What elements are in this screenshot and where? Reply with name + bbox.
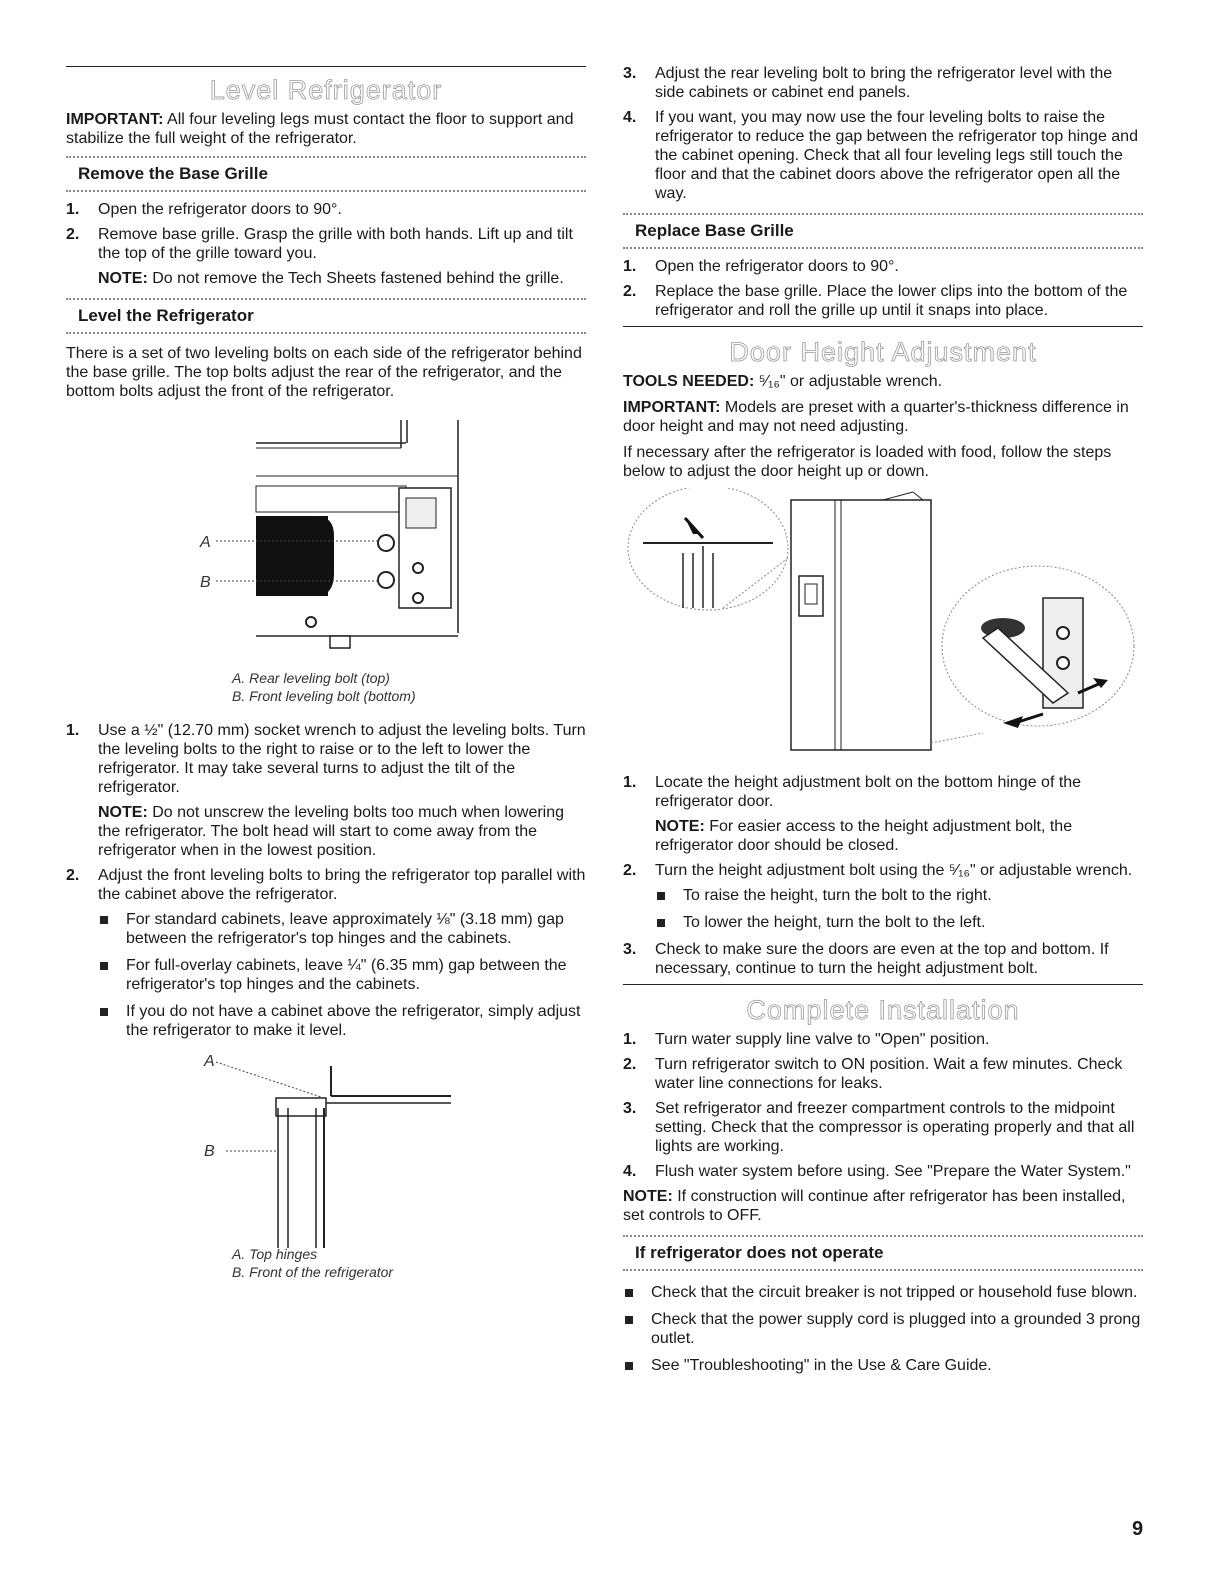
subheading-if-refrigerator-does-not-operate: If refrigerator does not operate: [635, 1243, 884, 1262]
bullet-item: If you do not have a cabinet above the refrigerator, simply adjust the refrigerator to make it level.: [98, 1002, 586, 1040]
bullet-item: Check that the circuit breaker is not tripped or household fuse blown.: [623, 1283, 1143, 1302]
left-column: [66, 66, 586, 1281]
list-item: 4. If you want, you may now use the four leveling bolts to raise the refrigerator to reduce the gap between the refrigerator top hinge and the cabinet opening. Check that all four leveling legs still touch the floor and that the cabinet doors above the refrigerator open all the way.: [623, 109, 1138, 202]
bullet-item: Check that the power supply cord is plugged into a grounded 3 prong outlet.: [623, 1310, 1143, 1348]
bullet-item: For full-overlay cabinets, leave ¼" (6.35 mm) gap between the refrigerator's top hinges and the cabinets.: [98, 956, 586, 994]
figure-label-a: A: [204, 1053, 215, 1070]
page-number: 9: [1132, 1518, 1144, 1540]
list-item: 2. Replace the base grille. Place the lower clips into the bottom of the refrigerator and roll the grille up until it snaps into place.: [623, 283, 1128, 319]
important-paragraph: IMPORTANT: Models are preset with a quarter's-thickness difference in door height and may not need adjusting.: [623, 399, 1129, 435]
right-column: [623, 64, 1143, 1383]
bullet-item: See "Troubleshooting" in the Use & Care Guide.: [623, 1356, 1143, 1375]
divider: [623, 1235, 1143, 1237]
figure-label-b: B: [200, 574, 211, 591]
note-paragraph: NOTE: Do not unscrew the leveling bolts too much when lowering the refrigerator. The bolt head will start to come away from the refrigerator when in the lowest position.: [98, 804, 565, 859]
list-item: 1. Locate the height adjustment bolt on the bottom hinge of the refrigerator door. NOTE: For easier access to the height adjustment bolt, the refrigerator door should be closed.: [623, 773, 1143, 855]
list-item: 2. Remove base grille. Grasp the grille with both hands. Lift up and tilt the top of the grille toward you. NOTE: Do not remove the Tech Sheets fastened behind the grille.: [66, 225, 586, 288]
top-hinges-figure: [66, 1048, 586, 1248]
figure-caption: A. Top hinges B. Front of the refrigerator: [232, 1246, 394, 1280]
bullet-item: To lower the height, turn the bolt to the left.: [655, 913, 1143, 932]
important-label: IMPORTANT:: [66, 111, 164, 128]
subheading-level-the-refrigerator: Level the Refrigerator: [78, 306, 254, 325]
note-paragraph: NOTE: Do not remove the Tech Sheets fastened behind the grille.: [98, 270, 564, 287]
section-rule: [623, 326, 1143, 327]
figure-label-a: A: [200, 534, 211, 551]
bullet-item: To raise the height, turn the bolt to the right.: [655, 886, 1143, 905]
list-item: 1. Open the refrigerator doors to 90°.: [623, 258, 899, 275]
list-item: 3. Set refrigerator and freezer compartment controls to the midpoint setting. Check that the compressor is operating properly and that all lights are working.: [623, 1100, 1135, 1155]
section-rule: [623, 984, 1143, 985]
section-title-level-refrigerator: Level Refrigerator: [209, 75, 443, 105]
list-item: 2. Adjust the front leveling bolts to bring the refrigerator top parallel with the cabinet above the refrigerator. For standard cabinets, leave approximately ⅛" (3.18 mm) gap between the refrigerator's top hinges and the cabinets. For full-overlay cabinets, leave ¼" (6.35 mm) gap between the refrigerator's top hinges and the cabinets. If you do not have a cabinet above the refrigerator, simply adjust the refrigerator to make it level.: [66, 867, 586, 1039]
divider: [66, 298, 586, 300]
tools-needed: TOOLS NEEDED: ⁵⁄₁₆" or adjustable wrench.: [623, 373, 943, 390]
note-paragraph: NOTE: If construction will continue after refrigerator has been installed, set controls to OFF.: [623, 1188, 1126, 1224]
figure-label-b: B: [204, 1143, 215, 1160]
list-item: 3. Check to make sure the doors are even at the top and bottom. If necessary, continue to turn the height adjustment bolt.: [623, 941, 1109, 977]
list-item: 1. Open the refrigerator doors to 90°.: [66, 201, 342, 218]
subheading-replace-base-grille: Replace Base Grille: [635, 221, 794, 240]
section-title-complete-installation: Complete Installation: [746, 995, 1020, 1025]
divider: [66, 156, 586, 158]
divider: [623, 213, 1143, 215]
list-item: 2. Turn the height adjustment bolt using the ⁵⁄₁₆" or adjustable wrench. To raise the height, turn the bolt to the right. To lower the height, turn the bolt to the left.: [623, 861, 1143, 932]
list-item: 2. Turn refrigerator switch to ON position. Wait a few minutes. Check water line connections for leaks.: [623, 1056, 1123, 1092]
leveling-bolts-figure: [66, 408, 586, 668]
list-item: 4. Flush water system before using. See "Prepare the Water System.": [623, 1163, 1131, 1180]
top-rule: [66, 66, 586, 67]
important-text: All four leveling legs must contact the floor to support and stabilize the full weight of the refrigerator.: [66, 111, 574, 147]
section-title-door-height: Door Height Adjustment: [729, 337, 1037, 367]
important-paragraph: [66, 110, 586, 148]
note-paragraph: NOTE: For easier access to the height adjustment bolt, the refrigerator door should be closed.: [655, 818, 1073, 854]
figure-caption: A. Rear leveling bolt (top) B. Front leveling bolt (bottom): [232, 670, 416, 704]
list-item: 1. Turn water supply line valve to "Open" position.: [623, 1031, 990, 1048]
list-item: 3. Adjust the rear leveling bolt to bring the refrigerator level with the side cabinets or cabinet end panels.: [623, 65, 1113, 101]
door-intro: If necessary after the refrigerator is loaded with food, follow the steps below to adjust the door height up or down.: [623, 444, 1112, 480]
list-item: 1. Use a ½" (12.70 mm) socket wrench to adjust the leveling bolts. Turn the leveling bolts to the right to raise or to the left to lower the refrigerator. It may take several turns to adjust the tilt of the refrigerator. NOTE: Do not unscrew the leveling bolts too much when lowering the refrigerator. The bolt head will start to come away from the refrigerator when in the lowest position.: [66, 722, 586, 859]
door-height-figure: [623, 488, 1143, 758]
level-intro: There is a set of two leveling bolts on each side of the refrigerator behind the base grille. The top bolts adjust the rear of the refrigerator, and the bottom bolts adjust the front of the refrigerator.: [66, 345, 582, 400]
subheading-remove-base-grille: Remove the Base Grille: [78, 164, 268, 183]
bullet-item: For standard cabinets, leave approximately ⅛" (3.18 mm) gap between the refrigerator's top hinges and the cabinets.: [98, 910, 586, 948]
